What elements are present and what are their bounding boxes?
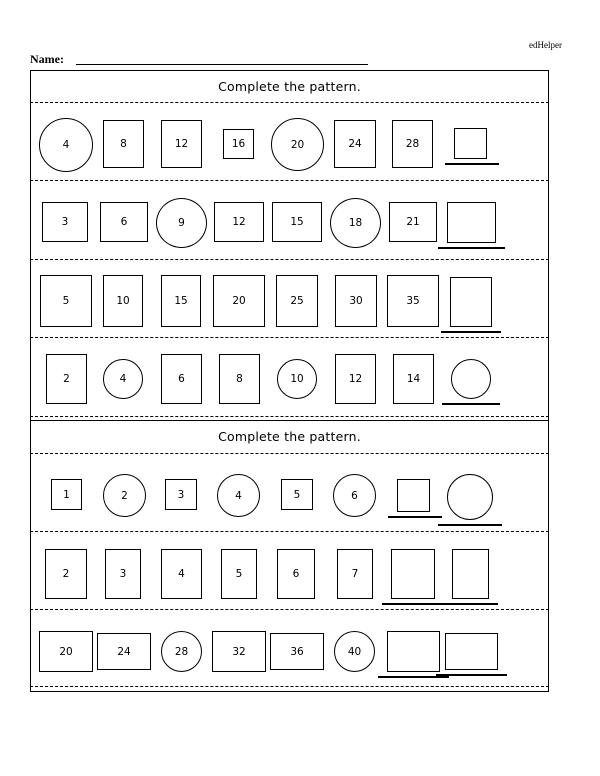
square-pattern-item: 21 [389, 202, 437, 242]
circle-answer-box[interactable] [447, 474, 493, 520]
square-answer-box[interactable] [397, 479, 430, 512]
square-pattern-item: 25 [276, 275, 318, 327]
square-pattern-item: 7 [337, 549, 373, 599]
section-2-title: Complete the pattern. [218, 429, 361, 444]
circle-pattern-item: 4 [103, 359, 143, 399]
square-pattern-item: 14 [393, 354, 434, 404]
answer-line [445, 163, 499, 165]
name-field-line[interactable] [76, 64, 368, 65]
square-answer-box[interactable] [445, 633, 498, 670]
square-pattern-item: 16 [223, 129, 254, 159]
square-pattern-item: 24 [97, 633, 151, 670]
square-pattern-item: 4 [161, 549, 202, 599]
circle-pattern-item: 10 [277, 359, 317, 399]
square-pattern-item: 6 [277, 549, 315, 599]
square-pattern-item: 12 [161, 120, 202, 168]
square-pattern-item: 8 [219, 354, 260, 404]
circle-answer-box[interactable] [451, 359, 491, 399]
square-pattern-item: 3 [165, 479, 197, 510]
circle-pattern-item: 4 [39, 118, 93, 172]
square-answer-box[interactable] [391, 549, 435, 599]
answer-line [438, 524, 502, 526]
answer-line [388, 516, 442, 518]
brand-label: edHelper [529, 40, 562, 50]
circle-pattern-item: 40 [334, 631, 375, 672]
square-pattern-item: 3 [105, 549, 141, 599]
answer-line [441, 331, 501, 333]
square-pattern-item: 15 [272, 202, 322, 242]
answer-line [442, 403, 500, 405]
divider [30, 180, 549, 181]
name-label: Name: [30, 52, 64, 66]
divider [30, 609, 549, 610]
square-pattern-item: 5 [221, 549, 257, 599]
square-answer-box[interactable] [387, 631, 440, 672]
square-pattern-item: 24 [334, 120, 376, 168]
square-pattern-item: 1 [51, 479, 82, 510]
square-answer-box[interactable] [447, 202, 496, 243]
circle-pattern-item: 20 [271, 118, 324, 171]
square-pattern-item: 5 [40, 275, 92, 327]
divider [30, 102, 549, 103]
square-pattern-item: 6 [100, 202, 148, 242]
answer-line [382, 603, 444, 605]
circle-pattern-item: 2 [103, 474, 146, 517]
divider [30, 259, 549, 260]
square-pattern-item: 36 [270, 633, 324, 670]
square-pattern-item: 15 [161, 275, 201, 327]
circle-pattern-item: 9 [156, 198, 207, 248]
square-pattern-item: 12 [335, 354, 376, 404]
square-answer-box[interactable] [452, 549, 489, 599]
square-pattern-item: 28 [392, 120, 433, 168]
square-pattern-item: 2 [45, 549, 87, 599]
square-pattern-item: 20 [213, 275, 265, 327]
square-pattern-item: 12 [214, 202, 264, 242]
circle-pattern-item: 4 [217, 474, 260, 517]
divider [30, 453, 549, 454]
answer-line [378, 676, 449, 678]
divider [30, 337, 549, 338]
section-1-title: Complete the pattern. [218, 79, 361, 94]
divider [30, 416, 549, 417]
square-pattern-item: 3 [42, 202, 88, 242]
circle-pattern-item: 6 [333, 474, 376, 517]
square-pattern-item: 5 [281, 479, 313, 510]
square-pattern-item: 10 [103, 275, 143, 327]
answer-line [436, 674, 507, 676]
square-pattern-item: 35 [387, 275, 439, 327]
square-pattern-item: 20 [39, 631, 93, 672]
square-pattern-item: 2 [46, 354, 87, 404]
circle-pattern-item: 28 [161, 631, 202, 672]
answer-line [438, 247, 505, 249]
square-pattern-item: 30 [335, 275, 377, 327]
square-answer-box[interactable] [450, 277, 492, 327]
square-pattern-item: 6 [161, 354, 202, 404]
square-pattern-item: 32 [212, 631, 266, 672]
square-pattern-item: 8 [103, 120, 144, 168]
section-separator [30, 420, 549, 421]
circle-pattern-item: 18 [330, 198, 381, 248]
divider [30, 531, 549, 532]
answer-line [443, 603, 498, 605]
square-answer-box[interactable] [454, 128, 487, 159]
divider [30, 686, 549, 687]
